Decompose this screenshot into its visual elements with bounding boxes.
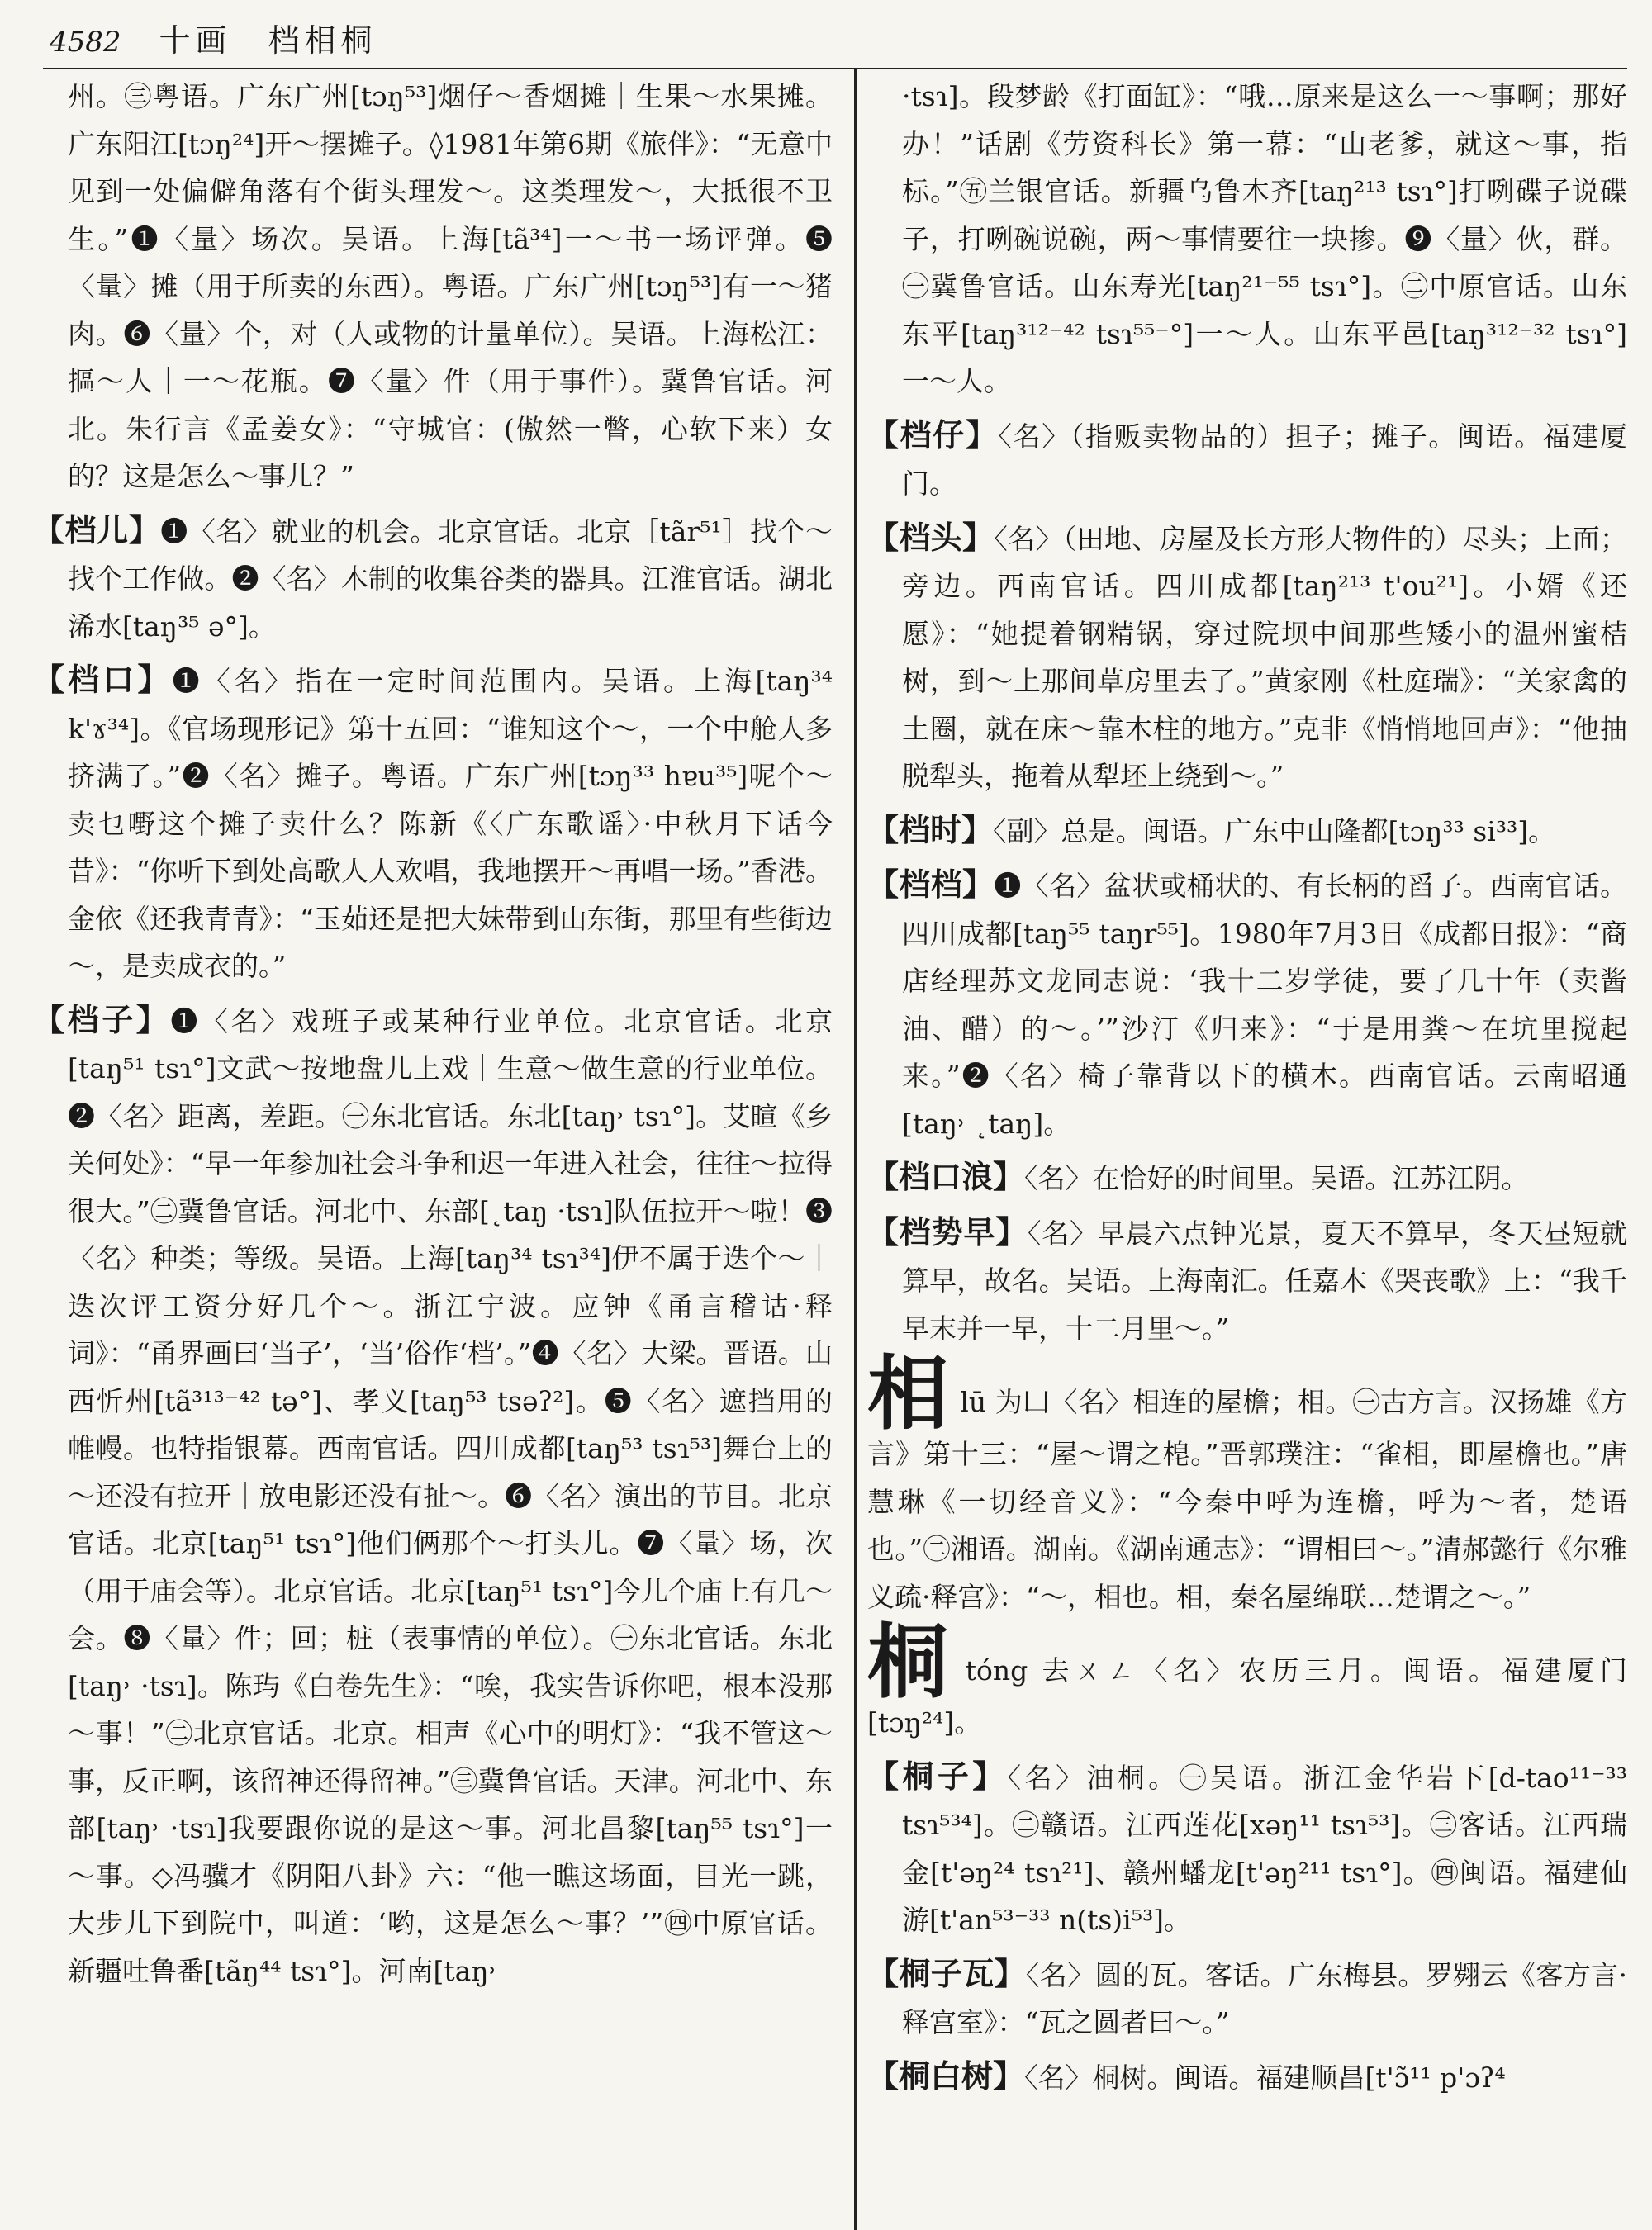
entry-headword: 【桐白树】 [867, 2057, 1025, 2095]
entry-text: 〈名〉在恰好的时间里。吴语。江苏江阴。 [1024, 1162, 1529, 1194]
entry-headword: 【档子】 [33, 1000, 171, 1038]
entry-text: ❶〈名〉盆状或桶状的、有长柄的舀子。西南官话。四川成都[taŋ⁵⁵ taŋr⁵⁵]。1980年7月3日《成都日报》：“商店经理苏文龙同志说：‘我十二岁学徒，要了几十年（卖酱油、醋）的～。’”沙汀《归来》：“于是用粪～在坑里搅起来。”❷〈名〉椅子靠背以下的横木。西南官话。云南昭通[taŋ˒ ˛taŋ]。 [902, 870, 1627, 1140]
entry-continuation [867, 73, 1627, 406]
entry-text: ·tsɿ]。段梦龄《打面缸》：“哦…原来是这么一～事啊；那好办！”话剧《劳资科长》第一幕：“山老爹，就这～事，指标。”㊄兰银官话。新疆乌鲁木齐[taŋ²¹³ tsɿ°]打咧碟子说碟子，打咧碗说碗，两～事情要往一块掺。❾〈量〉伙，群。㊀冀鲁官话。山东寿光[taŋ²¹⁻⁵⁵ tsɿ°]。㊁中原官话。山东东平[taŋ³¹²⁻⁴² tsɿ⁵⁵⁻°]一～人。山东平邑[taŋ³¹²⁻³² tsɿ°]一～人。 [902, 80, 1627, 397]
entry-continuation [33, 73, 833, 501]
entry-text: ❶〈名〉戏班子或某种行业单位。北京官话。北京[taŋ⁵¹ tsɿ°]文武～按地盘儿上戏｜生意～做生意的行业单位。❷〈名〉距离，差距。㊀东北官话。东北[taŋ˒ tsɿ°]。艾暄《乡关何处》：“早一年参加社会斗争和迟一年进入社会，往往～拉得很大。”㊁冀鲁官话。河北中、东部[˛taŋ ·tsɿ]队伍拉开～啦！❸〈名〉种类；等级。吴语。上海[taŋ³⁴ tsɿ³⁴]伊不属于迭个～｜迭次评工资分好几个～。浙江宁波。应钟《甬言稽诂·释词》：“甬界画曰‘当子’，‘当’俗作‘档’。”❹〈名〉大梁。晋语。山西忻州[tã³¹³⁻⁴² tə°]、孝义[taŋ⁵³ tsəʔ²]。❺〈名〉遮挡用的帷幔。也特指银幕。西南官话。四川成都[taŋ⁵³ tsɿ⁵³]舞台上的～还没有拉开｜放电影还没有扯～。❻〈名〉演出的节目。北京官话。北京[taŋ⁵¹ tsɿ°]他们俩那个～打头儿。❼〈量〉场，次（用于庙会等）。北京官话。北京[taŋ⁵¹ tsɿ°]今儿个庙上有几～会。❽〈量〉件；回；桩（表事情的单位）。㊀东北官话。东北[taŋ˒ ·tsɿ]。陈玙《白卷先生》：“唉，我实告诉你吧，根本没那～事！”㊁北京官话。北京。相声《心中的明灯》：“我不管这～事，反正啊，该留神还得留神。”㊂冀鲁官话。天津。河北中、东部[taŋ˒ ·tsɿ]我要跟你说的是这～事。河北昌黎[taŋ⁵⁵ tsɿ°]一～事。◇冯骥才《阴阳八卦》六：“他一瞧这场面，目光一跳，大步儿下到院中，叫道：‘哟，这是怎么～事？’”㊃中原官话。新疆吐鲁番[tãŋ⁴⁴ tsɿ°]。河南[taŋ˒ [68, 1004, 833, 1987]
entry-dang-shi-zao [867, 1208, 1627, 1353]
entry-headword: 【档仔】 [867, 415, 999, 453]
right-column [867, 73, 1627, 2107]
entry-headword: 【档儿】 [33, 510, 161, 548]
entry-tong-zi [867, 1753, 1627, 1944]
entry-dang-tou [867, 514, 1627, 800]
entry-dang-shi [867, 806, 1627, 856]
entry-dang-kou [33, 656, 833, 990]
entry-headword: 【桐子瓦】 [867, 1954, 1026, 1992]
entry-text: 〈名〉（指贩卖物品的）担子；摊子。闽语。福建厦门。 [902, 420, 1627, 500]
character-headword: 桐 [867, 1615, 954, 1710]
entry-text: ❶〈名〉就业的机会。北京官话。北京［tãr⁵¹］找个～找个工作做。❷〈名〉木制的收集谷类的器具。江淮官话。湖北浠水[taŋ³⁵ ə°]。 [68, 515, 833, 643]
entry-text: 〈副〉总是。闽语。广东中山隆都[tɔŋ³³ si³³]。 [993, 814, 1556, 847]
page-number: 4582 [50, 26, 121, 59]
entry-text: tóng 去ㄨㄥ〈名〉农历三月。闽语。福建厦门[tɔŋ²⁴]。 [867, 1654, 1627, 1739]
left-column [33, 73, 833, 2000]
running-head: 十画 档相桐 [159, 22, 377, 59]
entry-text: 〈名〉油桐。㊀吴语。浙江金华岩下[d-tao¹¹⁻³³ tsɿ⁵³⁴]。㊁赣语。江西莲花[xəŋ¹¹ tsɿ⁵³]。㊂客话。江西瑞金[t'əŋ²⁴ tsɿ²¹]、赣州蟠龙[t'əŋ²¹¹ tsɿ°]。㊃闽语。福建仙游[t'an⁵³⁻³³ n(ts)i⁵³]。 [902, 1761, 1627, 1936]
entry-headword: 【档口】 [33, 661, 173, 698]
entry-dang-kou-lang [867, 1153, 1627, 1203]
column-rule [854, 69, 857, 2230]
entry-text: ❶〈名〉指在一定时间范围内。吴语。上海[taŋ³⁴ k'ɤ³⁴]。《官场现形记》第十五回：“谁知这个～，一个中舱人多挤满了。”❷〈名〉摊子。粤语。广东广州[tɔŋ³³ hɐu³⁵]呢个～卖乜嘢这个摊子卖什么？陈新《〈广东歌谣〉·中秋月下话今昔》：“你听下到处高歌人人欢唱，我地摆开～再唱一场。”香港。金依《还我青青》：“玉茹还是把大妹带到山东街，那里有些街边～，是卖成衣的。” [68, 665, 833, 982]
entry-text: 州。㊂粤语。广东广州[tɔŋ⁵³]烟仔～香烟摊｜生果～水果摊。广东阳江[tɔŋ²⁴]开～摆摊子。◊1981年第6期《旅伴》：“无意中见到一处偏僻角落有个街头理发～。这类理发～，大抵很不卫生。”❶〈量〉场次。吴语。上海[tã³⁴]一～书一场评弹。❺〈量〉摊（用于所卖的东西）。粤语。广东广州[tɔŋ⁵³]有一～猪肉。❻〈量〉个，对（人或物的计量单位）。吴语。上海松江：摳～人｜一～花瓶。❼〈量〉件（用于事件）。冀鲁官话。河北。朱行言《孟姜女》：“守城官：(傲然一瞥，心软下来）女的？这是怎么～事儿？” [68, 80, 833, 492]
entry-tong-zi-wa [867, 1950, 1627, 2047]
entry-character-lu [867, 1346, 1627, 1620]
entry-character-tong [867, 1615, 1627, 1747]
page-header [50, 15, 377, 59]
entry-headword: 【档势早】 [867, 1212, 1028, 1250]
entry-text: 〈名〉桐树。闽语。福建顺昌[t'ɔ̃¹¹ p'ɔʔ⁴ [1024, 2061, 1506, 2094]
entry-headword: 【档时】 [867, 810, 994, 848]
entry-text: 〈名〉（田地、房屋及长方形大物件的）尽头；上面；旁边。西南官话。四川成都[taŋ²¹³ t'ou²¹]。小婿《还愿》：“她提着钢精锅，穿过院坝中间那些矮小的温州蜜桔树，到～上那间草房里去了。”黄家刚《杜庭瑞》：“关家禽的土圈，就在床～靠木柱的地方。”克非《悄悄地回声》：“他抽脱犁头，拖着从犁坯上绕到～。” [902, 522, 1627, 792]
entry-headword: 【档档】 [867, 866, 995, 903]
entry-dang-zai [867, 411, 1627, 508]
entry-dang-dang [867, 861, 1627, 1147]
entry-tong-bai-shu [867, 2052, 1627, 2102]
header-rule [43, 68, 1627, 69]
entry-headword: 【档头】 [867, 518, 995, 556]
entry-headword: 【桐子】 [867, 1757, 1008, 1795]
entry-dang-er [33, 506, 833, 651]
entry-headword: 【档口浪】 [867, 1158, 1025, 1195]
entry-dang-zi [33, 996, 833, 1995]
entry-text: 〈名〉早晨六点钟光景，夏天不算早，冬天昼短就算早，故名。吴语。上海南汇。任嘉木《哭丧歌》上：“我千早末并一早，十二月里～。” [902, 1217, 1627, 1345]
entry-text: 〈名〉圆的瓦。客话。广东梅县。罗翙云《客方言·释宫室》：“瓦之圆者曰～。” [902, 1958, 1627, 2038]
character-headword: 相 [867, 1346, 949, 1441]
entry-text: lū 为凵〈名〉相连的屋檐；相。㊀古方言。汉扬雄《方言》第十三：“屋～谓之梍。”晋郭璞注：“雀相，即屋檐也。”唐慧琳《一切经音义》：“今秦中呼为连檐，呼为～者，楚语也。”㊁湘语。湖南。《湖南通志》：“谓相曰～。”清郝懿行《尔雅义疏·释宫》：“～，相也。相，秦名屋绵联…楚谓之～。” [867, 1386, 1627, 1613]
